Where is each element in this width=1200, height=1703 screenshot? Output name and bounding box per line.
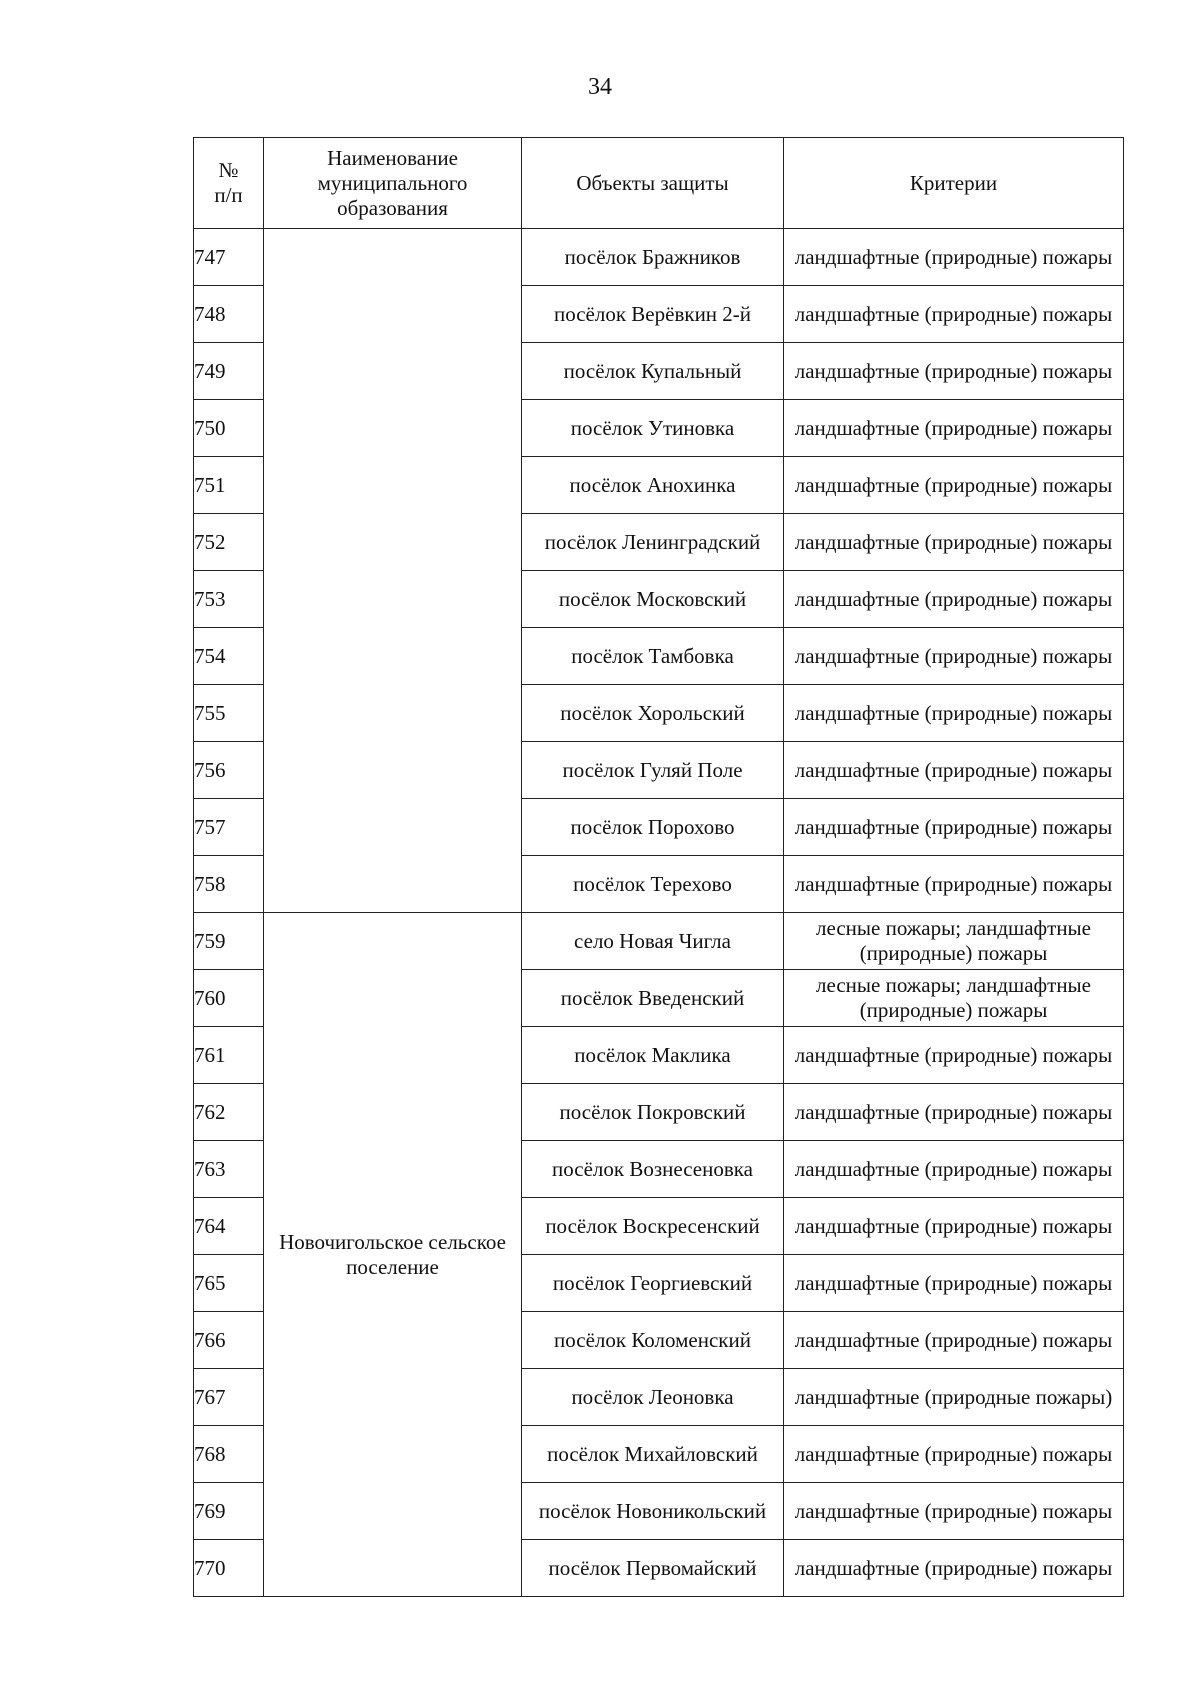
criteria-cell: ландшафтные (природные) пожары bbox=[784, 685, 1124, 742]
criteria-cell: ландшафтные (природные) пожары bbox=[784, 571, 1124, 628]
criteria-cell: ландшафтные (природные) пожары bbox=[784, 514, 1124, 571]
row-number: 750 bbox=[194, 400, 264, 457]
header-number-text: № п/п bbox=[214, 158, 243, 207]
criteria-cell: ландшафтные (природные) пожары bbox=[784, 229, 1124, 286]
criteria-cell: ландшафтные (природные) пожары bbox=[784, 742, 1124, 799]
row-number: 748 bbox=[194, 286, 264, 343]
row-number: 752 bbox=[194, 514, 264, 571]
table-body bbox=[194, 229, 1124, 1597]
protection-object: посёлок Хорольский bbox=[522, 685, 784, 742]
protection-object: посёлок Терехово bbox=[522, 856, 784, 913]
criteria-cell: ландшафтные (природные) пожары bbox=[784, 799, 1124, 856]
table-row bbox=[194, 229, 1124, 286]
protection-object: посёлок Ленинградский bbox=[522, 514, 784, 571]
row-number: 760 bbox=[194, 970, 264, 1027]
criteria-cell: ландшафтные (природные) пожары bbox=[784, 286, 1124, 343]
criteria-cell: ландшафтные (природные) пожары bbox=[784, 1084, 1124, 1141]
criteria-cell: лесные пожары; ландшафтные (природные) пожары bbox=[784, 970, 1124, 1027]
protection-object: посёлок Московский bbox=[522, 571, 784, 628]
row-number: 757 bbox=[194, 799, 264, 856]
protection-object: посёлок Анохинка bbox=[522, 457, 784, 514]
protection-object: посёлок Коломенский bbox=[522, 1312, 784, 1369]
criteria-cell: ландшафтные (природные) пожары bbox=[784, 1540, 1124, 1597]
protection-object: село Новая Чигла bbox=[522, 913, 784, 970]
table-header bbox=[194, 138, 1124, 229]
row-number: 755 bbox=[194, 685, 264, 742]
row-number: 751 bbox=[194, 457, 264, 514]
protection-object: посёлок Бражников bbox=[522, 229, 784, 286]
protection-object: посёлок Покровский bbox=[522, 1084, 784, 1141]
criteria-cell: ландшафтные (природные) пожары bbox=[784, 343, 1124, 400]
row-number: 761 bbox=[194, 1027, 264, 1084]
protection-object: посёлок Утиновка bbox=[522, 400, 784, 457]
header-objects bbox=[522, 138, 784, 229]
protection-object: посёлок Купальный bbox=[522, 343, 784, 400]
municipality-cell bbox=[264, 229, 522, 913]
criteria-cell: ландшафтные (природные) пожары bbox=[784, 1027, 1124, 1084]
header-criteria-text: Критерии bbox=[909, 170, 998, 195]
row-number: 756 bbox=[194, 742, 264, 799]
municipality-cell: Новочигольское сельское поселение bbox=[264, 913, 522, 1597]
protection-object: посёлок Леоновка bbox=[522, 1369, 784, 1426]
header-number bbox=[194, 138, 264, 229]
protection-object: посёлок Тамбовка bbox=[522, 628, 784, 685]
protection-objects-table bbox=[193, 137, 1124, 1597]
criteria-cell: лесные пожары; ландшафтные (природные) пожары bbox=[784, 913, 1124, 970]
protection-object: посёлок Введенский bbox=[522, 970, 784, 1027]
header-municipality bbox=[264, 138, 522, 229]
table-row bbox=[194, 913, 1124, 970]
row-number: 753 bbox=[194, 571, 264, 628]
criteria-cell: ландшафтные (природные) пожары bbox=[784, 457, 1124, 514]
row-number: 762 bbox=[194, 1084, 264, 1141]
row-number: 759 bbox=[194, 913, 264, 970]
criteria-cell: ландшафтные (природные) пожары bbox=[784, 1483, 1124, 1540]
row-number: 765 bbox=[194, 1255, 264, 1312]
row-number: 769 bbox=[194, 1483, 264, 1540]
criteria-cell: ландшафтные (природные) пожары bbox=[784, 1141, 1124, 1198]
header-municipality-text: Наименование муниципального образования bbox=[317, 145, 468, 220]
criteria-cell: ландшафтные (природные) пожары bbox=[784, 1426, 1124, 1483]
criteria-cell: ландшафтные (природные) пожары bbox=[784, 856, 1124, 913]
protection-object: посёлок Георгиевский bbox=[522, 1255, 784, 1312]
protection-object: посёлок Михайловский bbox=[522, 1426, 784, 1483]
row-number: 764 bbox=[194, 1198, 264, 1255]
row-number: 754 bbox=[194, 628, 264, 685]
criteria-cell: ландшафтные (природные) пожары bbox=[784, 1312, 1124, 1369]
row-number: 770 bbox=[194, 1540, 264, 1597]
protection-object: посёлок Маклика bbox=[522, 1027, 784, 1084]
row-number: 763 bbox=[194, 1141, 264, 1198]
protection-object: посёлок Верёвкин 2-й bbox=[522, 286, 784, 343]
protection-object: посёлок Вознесеновка bbox=[522, 1141, 784, 1198]
criteria-cell: ландшафтные (природные) пожары bbox=[784, 1198, 1124, 1255]
criteria-cell: ландшафтные (природные) пожары bbox=[784, 400, 1124, 457]
protection-object: посёлок Порохово bbox=[522, 799, 784, 856]
protection-object: посёлок Первомайский bbox=[522, 1540, 784, 1597]
protection-object: посёлок Новоникольский bbox=[522, 1483, 784, 1540]
page-number: 34 bbox=[588, 74, 612, 100]
protection-object: посёлок Воскресенский bbox=[522, 1198, 784, 1255]
row-number: 749 bbox=[194, 343, 264, 400]
row-number: 758 bbox=[194, 856, 264, 913]
row-number: 767 bbox=[194, 1369, 264, 1426]
header-objects-text: Объекты защиты bbox=[576, 170, 729, 195]
criteria-cell: ландшафтные (природные) пожары bbox=[784, 1255, 1124, 1312]
criteria-cell: ландшафтные (природные) пожары bbox=[784, 628, 1124, 685]
row-number: 766 bbox=[194, 1312, 264, 1369]
row-number: 747 bbox=[194, 229, 264, 286]
protection-object: посёлок Гуляй Поле bbox=[522, 742, 784, 799]
criteria-cell: ландшафтные (природные пожары) bbox=[784, 1369, 1124, 1426]
header-criteria bbox=[784, 138, 1124, 229]
row-number: 768 bbox=[194, 1426, 264, 1483]
